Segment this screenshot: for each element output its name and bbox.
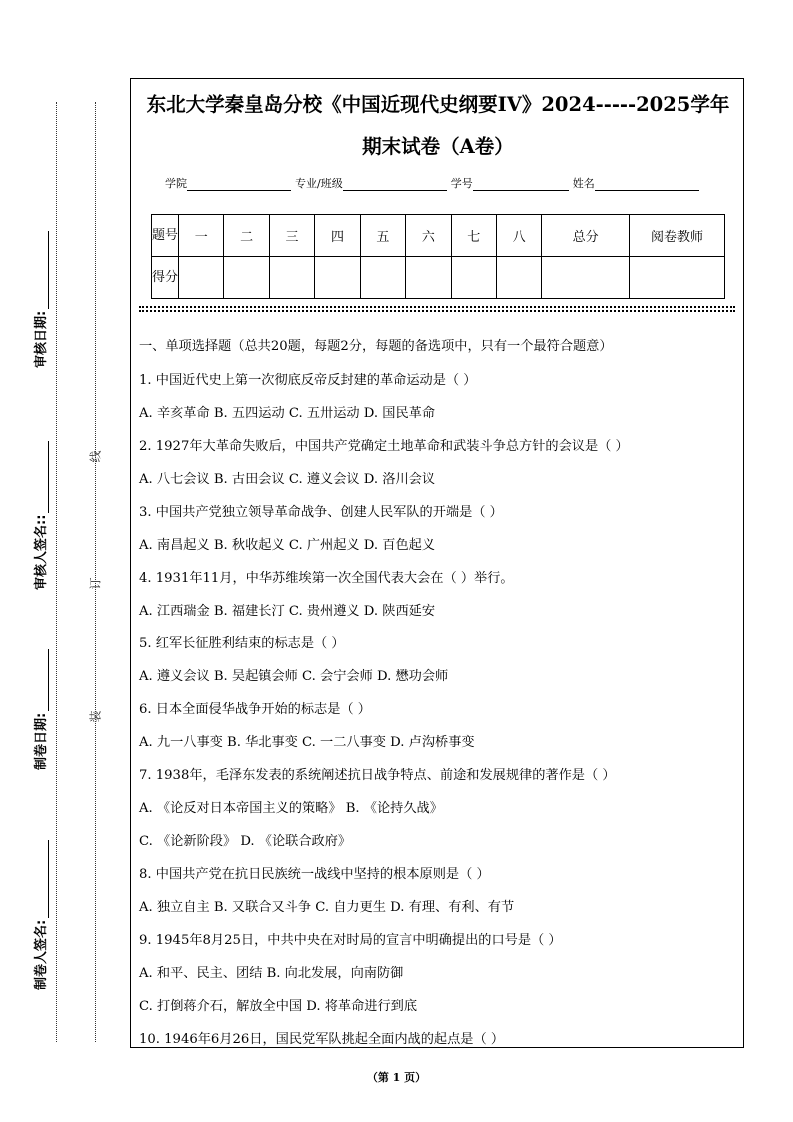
paper-date-line[interactable]: [34, 649, 49, 711]
score-cell-4[interactable]: [315, 257, 360, 299]
option-line: A. 遵义会议 B. 吴起镇会师 C. 会宁会师 D. 懋功会师: [139, 669, 449, 684]
student-id-label: 学号: [450, 177, 473, 190]
reviewer-signature-label: 审核人签名::: [34, 514, 49, 590]
question-line: 7. 1938年，毛泽东发表的系统阐述抗日战争特点、前途和发展规律的著作是（ ）: [139, 768, 616, 783]
binding-word-line: 线: [88, 450, 103, 463]
score-cell-grader[interactable]: [630, 257, 725, 299]
score-col-4: 四: [315, 215, 360, 257]
score-table-header-row: [152, 215, 725, 257]
question-line: 9. 1945年8月25日，中共中央在对时局的宣言中明确提出的口号是（ ）: [139, 933, 562, 948]
paper-date-label: 制卷日期:: [34, 712, 49, 770]
name-input[interactable]: [595, 177, 699, 191]
question-line: 6. 日本全面侵华战争开始的标志是（ ）: [139, 702, 371, 717]
separator-dots-top: [139, 306, 735, 308]
option-line: A. 九一八事变 B. 华北事变 C. 一二八事变 D. 卢沟桥事变: [139, 735, 475, 750]
score-cell-1[interactable]: [179, 257, 224, 299]
paper-maker-signature-label: 制卷人签名:: [34, 919, 49, 990]
reviewer-signature-line[interactable]: [34, 441, 49, 513]
page-number: （第 1 页）: [366, 1071, 427, 1084]
major-class-input[interactable]: [343, 177, 447, 191]
option-line: A. 江西瑞金 B. 福建长汀 C. 贵州遵义 D. 陕西延安: [139, 604, 436, 619]
separator-dots-bottom: [139, 310, 735, 312]
score-col-7: 七: [451, 215, 496, 257]
score-cell-3[interactable]: [269, 257, 314, 299]
score-col-6: 六: [406, 215, 451, 257]
score-table: [151, 214, 725, 299]
major-class-label: 专业/班级: [295, 177, 343, 190]
college-input[interactable]: [187, 177, 291, 191]
binding-dotted-line-outer: [56, 102, 57, 1042]
score-cell-8[interactable]: [496, 257, 541, 299]
student-id-input[interactable]: [473, 177, 569, 191]
score-cell-7[interactable]: [451, 257, 496, 299]
review-date-line[interactable]: [34, 231, 49, 309]
score-col-2: 二: [224, 215, 269, 257]
score-label: 得分: [152, 257, 179, 299]
binding-dotted-line-inner: [95, 102, 96, 1042]
question-line: 8. 中国共产党在抗日民族统一战线中坚持的根本原则是（ ）: [139, 867, 490, 882]
option-line: C. 《论新阶段》 D. 《论联合政府》: [139, 834, 352, 849]
binding-word-staple: 订: [88, 577, 103, 590]
score-col-1: 一: [179, 215, 224, 257]
question-number-label: 题号: [152, 215, 179, 257]
binding-word-bind: 装: [88, 710, 103, 723]
option-line: A. 辛亥革命 B. 五四运动 C. 五卅运动 D. 国民革命: [139, 406, 436, 421]
question-line: 5. 红军长征胜利结束的标志是（ ）: [139, 636, 345, 651]
question-line: 1. 中国近代史上第一次彻底反帝反封建的革命运动是（ ）: [139, 373, 477, 388]
score-cell-6[interactable]: [406, 257, 451, 299]
question-line: 3. 中国共产党独立领导革命战争、创建人民军队的开端是（ ）: [139, 505, 503, 520]
option-line: C. 打倒蒋介石，解放全中国 D. 将革命进行到底: [139, 999, 418, 1014]
exam-title-line1: 东北大学秦皇岛分校《中国近现代史纲要IV》2024-----2025学年: [146, 93, 730, 116]
option-line: A. 《论反对日本帝国主义的策略》 B. 《论持久战》: [139, 801, 443, 816]
paper-maker-signature-line[interactable]: [34, 840, 49, 918]
option-line: A. 和平、民主、团结 B. 向北发展，向南防御: [139, 966, 404, 981]
exam-frame: [130, 78, 744, 1048]
score-col-8: 八: [496, 215, 541, 257]
exam-title-line2: 期末试卷（A卷）: [362, 135, 514, 158]
name-label: 姓名: [572, 177, 595, 190]
score-cell-5[interactable]: [360, 257, 405, 299]
score-col-5: 五: [360, 215, 405, 257]
score-col-grader: 阅卷教师: [630, 215, 725, 257]
student-info-row: [165, 175, 703, 191]
score-col-total: 总分: [542, 215, 630, 257]
question-line: 10. 1946年6月26日，国民党军队挑起全面内战的起点是（ ）: [139, 1032, 505, 1047]
option-line: A. 八七会议 B. 古田会议 C. 遵义会议 D. 洛川会议: [139, 472, 436, 487]
question-line: 2. 1927年大革命失败后，中国共产党确定土地革命和武装斗争总方针的会议是（ ）: [139, 439, 629, 454]
section-heading: 一、单项选择题（总共20题，每题2分，每题的备选项中，只有一个最符合题意）: [139, 339, 613, 354]
option-line: A. 南昌起义 B. 秋收起义 C. 广州起义 D. 百色起义: [139, 538, 436, 553]
question-line: 4. 1931年11月，中华苏维埃第一次全国代表大会在（ ）举行。: [139, 571, 514, 586]
college-label: 学院: [165, 177, 187, 190]
score-col-3: 三: [269, 215, 314, 257]
score-table-score-row: [152, 257, 725, 299]
score-cell-2[interactable]: [224, 257, 269, 299]
score-cell-total[interactable]: [542, 257, 630, 299]
option-line: A. 独立自主 B. 又联合又斗争 C. 自力更生 D. 有理、有利、有节: [139, 900, 515, 915]
review-date-label: 审核日期:: [34, 310, 49, 368]
